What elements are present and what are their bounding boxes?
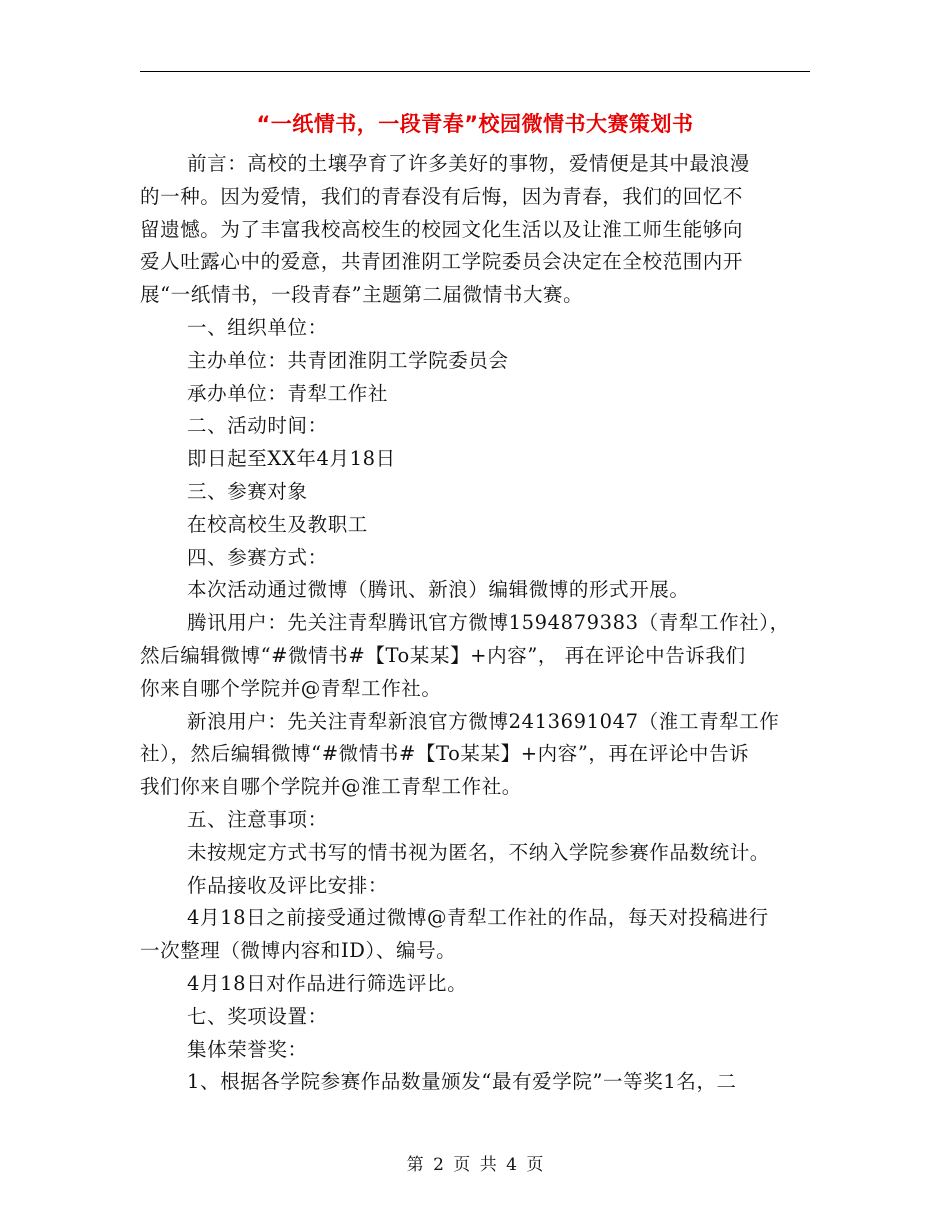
header-rule — [140, 71, 810, 72]
document-line: 新浪用户：先关注青犁新浪官方微博2413691047（淮工青犁工作 — [187, 709, 780, 733]
document-line: 社），然后编辑微博“#微情书#【To某某】+内容”，再在评论中告诉 — [140, 742, 750, 766]
document-line: 4月18日之前接受通过微博@青犁工作社的作品，每天对投稿进行 — [187, 906, 769, 930]
document-line: 集体荣誉奖： — [187, 1037, 308, 1061]
document-line: 承办单位：青犁工作社 — [187, 381, 389, 405]
document-line: 1、根据各学院参赛作品数量颁发“最有爱学院”一等奖1名，二 — [187, 1070, 737, 1094]
document-line: 五、注意事项： — [187, 807, 328, 831]
document-line: 本次活动通过微博（腾讯、新浪）编辑微博的形式开展。 — [187, 578, 690, 602]
document-line: 展“一纸情书，一段青春”主题第二届微情书大赛。 — [140, 283, 584, 307]
document-line: 在校高校生及教职工 — [187, 512, 368, 536]
document-line: 的一种。因为爱情，我们的青春没有后悔，因为青春，我们的回忆不 — [140, 184, 744, 208]
document-line: 你来自哪个学院并@青犁工作社。 — [140, 676, 442, 700]
document-line: 即日起至XX年4月18日 — [187, 447, 396, 471]
document-line: 4月18日对作品进行筛选评比。 — [187, 971, 468, 995]
document-line: 未按规定方式书写的情书视为匿名，不纳入学院参赛作品数统计。 — [187, 840, 770, 864]
document-line: 一、组织单位： — [187, 315, 328, 339]
document-line: 腾讯用户：先关注青犁腾讯官方微博1594879383（青犁工作社）， — [187, 611, 790, 635]
document-line: 前言：高校的土壤孕育了许多美好的事物，爱情便是其中最浪漫 — [187, 152, 750, 175]
document-title: “一纸情书，一段青春”校园微情书大赛策划书 — [256, 112, 694, 136]
document-line: 四、参赛方式： — [187, 545, 328, 569]
document-line: 我们你来自哪个学院并@淮工青犁工作社。 — [140, 775, 522, 799]
document-line: 三、参赛对象 — [187, 479, 308, 503]
document-line: 七、奖项设置： — [187, 1004, 328, 1028]
document-line: 一次整理（微博内容和ID）、编号。 — [140, 939, 457, 963]
document-line: 二、活动时间： — [187, 414, 328, 438]
document-body — [140, 148, 810, 1099]
document-line: 然后编辑微博“#微情书#【To某某】+内容”， 再在评论中告诉我们 — [140, 643, 746, 667]
page-number-footer: 第 2 页 共 4 页 — [406, 1155, 544, 1175]
document-line: 爱人吐露心中的爱意，共青团淮阴工学院委员会决定在全校范围内开 — [140, 250, 744, 274]
document-line: 主办单位：共青团淮阴工学院委员会 — [187, 348, 509, 372]
document-line: 作品接收及评比安排： — [187, 873, 389, 897]
document-line: 留遗憾。为了丰富我校高校生的校园文化生活以及让淮工师生能够向 — [140, 217, 744, 241]
